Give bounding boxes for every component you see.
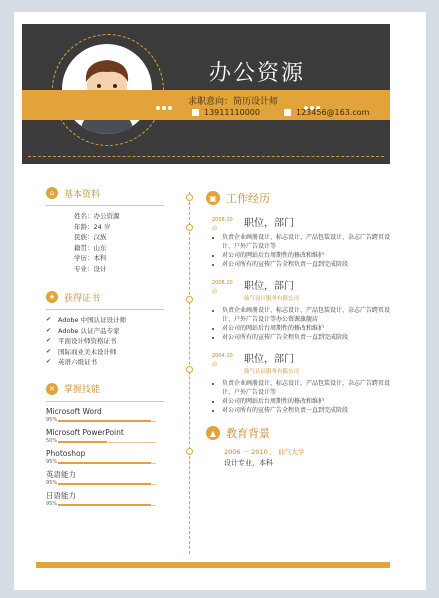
avatar [62, 44, 152, 134]
phone-icon [192, 109, 199, 116]
job-company: 仙气认证服务有限公司 [244, 369, 300, 375]
phone-number: 13911110000 [204, 108, 260, 117]
certs-title: 获得证书 [64, 293, 101, 304]
timeline-dot [186, 296, 193, 303]
job-entry [206, 214, 390, 269]
job-bullets [206, 379, 390, 415]
job-bullet: • 对公司所有的宣传广告全程负责一直到完成阶段 [222, 406, 390, 415]
skill-name: 日语能力 [46, 490, 76, 500]
timeline-line [189, 192, 190, 554]
skill-bar [46, 501, 156, 509]
email-item [284, 108, 369, 117]
contact-band [22, 90, 390, 120]
skill-list [46, 407, 176, 509]
skills-section-head [46, 382, 176, 396]
education-dates: 2006 － 2010 ， 仙气大学 [224, 448, 305, 456]
divider [46, 309, 164, 310]
basic-item: 姓名：办公资源 [74, 212, 120, 220]
email-address: 123456@163.com [296, 108, 370, 117]
job-date: 2008.10 前 [212, 280, 233, 295]
job-bullets [206, 233, 390, 269]
timeline-dot [186, 194, 193, 201]
job-bullet: • 负责企业画册设计、标志设计、产品包装设计、杂志广告跨页设计、户外广告设计等 [222, 233, 390, 251]
skill-item [46, 449, 176, 467]
skill-bar [46, 438, 156, 446]
skill-fill [58, 483, 151, 486]
avatar-illustration [62, 44, 152, 134]
basic-info-list [46, 211, 176, 274]
basic-item: 学历：本科 [74, 254, 107, 262]
job-title: 职位，部门 [244, 281, 294, 292]
skill-fill [58, 420, 151, 423]
job-bullet: • 对公司的网站后台周期性的修改和维护 [222, 397, 390, 406]
skill-item [46, 407, 176, 425]
basic-item: 籍贯：山东 [74, 243, 107, 252]
skill-percent: 95% [46, 500, 58, 507]
cert-item: ✔ 国际商业美术设计师 [46, 347, 176, 358]
job-title: 职位，部门 [244, 218, 294, 229]
cert-item: ✔ Adobe 中国认证设计师 [46, 315, 176, 326]
basic-item: 专业：设计 [74, 264, 107, 273]
certs-section-head [46, 290, 176, 304]
timeline-dot [186, 224, 193, 231]
tools-icon: ✕ [46, 383, 58, 395]
skill-percent: 95% [46, 458, 58, 465]
job-bullets [206, 306, 390, 342]
skill-item [46, 491, 176, 509]
skill-fill [58, 441, 107, 444]
job-entry [206, 277, 390, 342]
basic-item: 民族：汉族 [74, 233, 107, 241]
job-date: 2008.10 前 [212, 217, 233, 232]
job-bullet: • 负责企业画册设计、标志设计、产品包装设计、杂志广告跨页设计、户外广告设计等 [222, 379, 390, 397]
job-bullet: • 负责企业画册设计、标志设计、产品包装设计、杂志广告跨页设计、户外广告设计等办公资源旗舰店 [222, 306, 390, 324]
job-date: 2004.10 前 [212, 353, 233, 368]
skill-bar [46, 417, 156, 425]
education-title: 教育背景 [226, 427, 270, 440]
skill-fill [58, 462, 151, 465]
divider [46, 205, 164, 206]
candidate-name: 办公资源 [208, 61, 305, 86]
skills-title: 掌握技能 [64, 385, 101, 395]
skill-fill [58, 504, 151, 507]
graduation-cap-icon: ▲ [206, 426, 220, 440]
phone-item [192, 108, 260, 117]
skill-name: Microsoft Word [46, 406, 102, 416]
briefcase-icon: ▣ [206, 191, 220, 205]
work-title: 工作经历 [226, 192, 270, 205]
work-section-head [206, 190, 390, 206]
job-bullet: • 对公司的网站后台周期性的修改和维护 [222, 324, 390, 333]
basic-item: 年龄：24 岁 [74, 222, 111, 231]
certificate-icon: ★ [46, 291, 58, 303]
divider [46, 401, 164, 402]
dots-left [156, 95, 174, 114]
timeline-dot [186, 366, 193, 373]
education-section-head [206, 425, 390, 441]
skill-item [46, 470, 176, 488]
skill-name: 英语能力 [46, 469, 76, 479]
job-company: 仙气设计服务有限公司 [244, 296, 300, 302]
skill-bar [46, 459, 156, 467]
skill-name: Microsoft PowerPoint [46, 427, 124, 437]
skill-name: Photoshop [46, 448, 86, 458]
skill-percent: 50% [46, 437, 58, 444]
right-column [206, 190, 390, 468]
skill-item [46, 428, 176, 446]
job-title: 职位，部门 [244, 354, 294, 365]
cert-item: ✔ 英语六级证书 [46, 357, 176, 368]
cert-item: ✔ 平面设计师资格证书 [46, 336, 176, 347]
header-dash-line [28, 156, 384, 157]
home-icon: ⌂ [46, 187, 58, 199]
timeline-dot [186, 448, 193, 455]
cert-item: ✔ Adobe 认证产品专家 [46, 326, 176, 337]
job-entry [206, 350, 390, 415]
basic-title: 基本资料 [64, 189, 101, 200]
education-major: 设计专业，本科 [224, 459, 273, 467]
job-bullet: • 对公司的网站后台周期性的修改和维护 [222, 251, 390, 260]
header [22, 24, 390, 164]
footer-bar [36, 562, 390, 568]
education-section [206, 425, 390, 468]
job-objective: 求职意向：简历设计师 [188, 97, 279, 107]
job-bullet: • 对公司所有的宣传广告全程负责一直到完成阶段 [222, 333, 390, 342]
skill-bar [46, 480, 156, 488]
left-column [46, 186, 176, 509]
job-bullet: • 对公司所有的宣传广告全程负责一直到完成阶段 [222, 260, 390, 269]
cert-list [46, 315, 176, 368]
mail-icon [284, 109, 291, 116]
skill-percent: 95% [46, 479, 58, 486]
basic-section-head [46, 186, 176, 200]
skill-percent: 95% [46, 416, 58, 423]
